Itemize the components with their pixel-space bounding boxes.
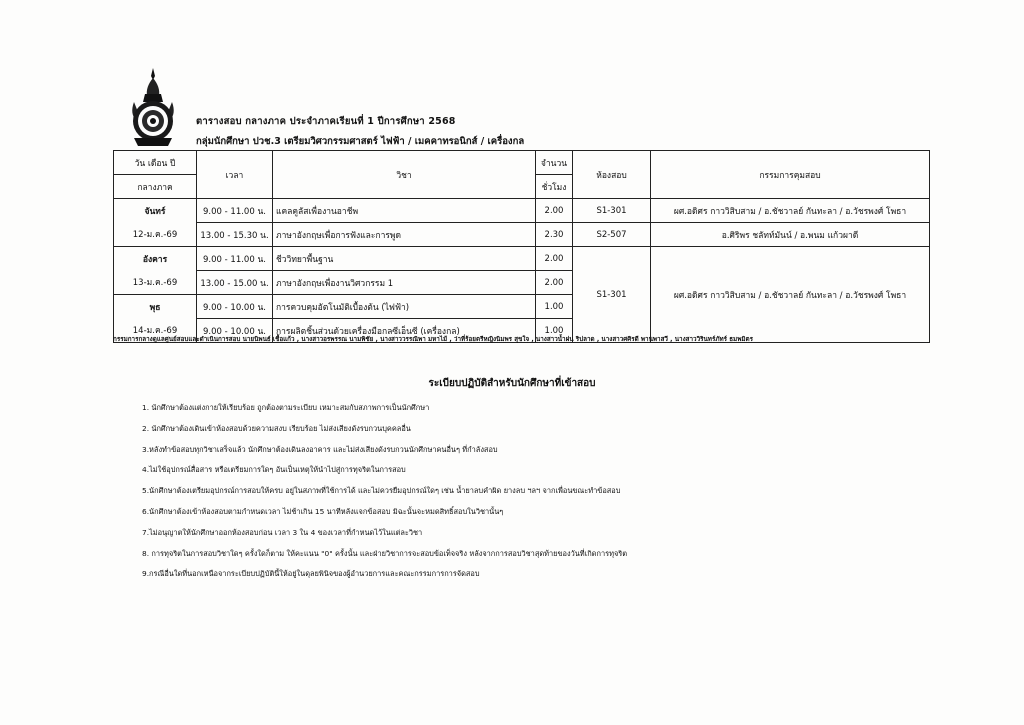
proctor-cell: ผศ.อดิศร กาววิสิบสาม / อ.ชัชวาลย์ กันทะลา / อ.วัชรพงศ์ โพธา (651, 199, 930, 223)
rule-item: 7.ไม่อนุญาตให้นักศึกษาออกห้องสอบก่อน เวลา 3 ใน 4 ของเวลาที่กำหนดไว้ในแต่ละวิชา (142, 527, 423, 537)
day-cell: จันทร์ (114, 199, 197, 223)
proctor-header: กรรมการคุมสอบ (651, 151, 930, 199)
rule-item: 2. นักศึกษาต้องเดินเข้าห้องสอบด้วยความสงบ เรียบร้อย ไม่ส่งเสียงดังรบกวนบุคคลอื่น (142, 423, 411, 433)
midterm-header: กลางภาค (114, 175, 197, 199)
day-cell: พุธ (114, 295, 197, 319)
date-header: วัน เดือน ปี (114, 151, 197, 175)
room-cell: S2-507 (573, 223, 651, 247)
date-cell: 12-ม.ค.-69 (114, 223, 197, 247)
subject-cell: การควบคุมอัตโนมัติเบื้องต้น (ไฟฟ้า) (273, 295, 536, 319)
date-cell: 14-ม.ค.-69 (114, 319, 197, 343)
time-cell: 9.00 - 10.00 น. (197, 295, 273, 319)
table-header-row-1 (114, 151, 930, 175)
hours-cell: 2.00 (536, 199, 573, 223)
rule-item: 5.นักศึกษาต้องเตรียมอุปกรณ์การสอบให้ครบ อยู่ในสภาพที่ใช้การได้ และไม่ควรยืมอุปกรณ์ใดๆ เช่น น้ำยาลบคำผิด ยางลบ ฯลฯ จากเพื่อนขณะทำข้อสอบ (142, 486, 621, 496)
subject-cell: ชีววิทยาพื้นฐาน (273, 247, 536, 271)
time-cell: 9.00 - 10.00 น. (197, 319, 273, 343)
merged-proctor-cell: ผศ.อดิศร กาววิสิบสาม / อ.ชัชวาลย์ กันทะลา / อ.วัชรพงศ์ โพธา (651, 247, 930, 343)
merged-room-cell: S1-301 (573, 247, 651, 343)
time-cell: 13.00 - 15.30 น. (197, 223, 273, 247)
room-cell: S1-301 (573, 199, 651, 223)
rules-title: ระเบียบปฏิบัติสำหรับนักศึกษาที่เข้าสอบ (428, 378, 596, 389)
time-cell: 9.00 - 11.00 น. (197, 199, 273, 223)
exam-schedule-table (113, 150, 930, 343)
table-row (114, 223, 930, 247)
subject-cell: แคลคูลัสเพื่องานอาชีพ (273, 199, 536, 223)
rule-item: 9.กรณีอื่นใดที่นอกเหนือจากระเบียบปฏิบัตินี้ให้อยู่ในดุลยพินิจของผู้อำนวยการและคณะกรรมการการจัดสอบ (142, 569, 480, 579)
exam-schedule-title: ตารางสอบ กลางภาค ประจำภาคเรียนที่ 1 ปีการศึกษา 2568 (196, 116, 456, 127)
subject-cell: การผลิตชิ้นส่วนด้วยเครื่องมือกลซีเอ็นซี (เครื่องกล) (273, 319, 536, 343)
hours-header: จำนวน (536, 151, 573, 175)
time-cell: 13.00 - 15.00 น. (197, 271, 273, 295)
room-header: ห้องสอบ (573, 151, 651, 199)
university-emblem-icon (128, 66, 178, 154)
rule-item: 1. นักศึกษาต้องแต่งกายให้เรียบร้อย ถูกต้องตามระเบียบ เหมาะสมกับสภาพการเป็นนักศึกษา (142, 403, 430, 412)
rules-list (142, 402, 627, 589)
time-header: เวลา (197, 151, 273, 199)
subject-cell: ภาษาอังกฤษเพื่อการฟังและการพูด (273, 223, 536, 247)
rule-item: 6.นักศึกษาต้องเข้าห้องสอบตามกำหนดเวลา ไม่ช้าเกิน 15 นาทีหลังแจกข้อสอบ มิฉะนั้นจะหมดสิทธิ์สอบในวิชานั้นๆ (142, 506, 504, 516)
hours-cell: 2.00 (536, 247, 573, 271)
rule-item: 4.ไม่ใช้อุปกรณ์สื่อสาร หรือเตรียมการใดๆ อันเป็นเหตุให้นำไปสู่การทุจริตในการสอบ (142, 465, 406, 475)
subject-header: วิชา (273, 151, 536, 199)
hours-cell: 1.00 (536, 295, 573, 319)
table-row (114, 247, 930, 271)
student-group-line: กลุ่มนักศึกษา ปวช.3 เตรียมวิศวกรรมศาสตร์ ไฟฟ้า / เมคคาทรอนิกส์ / เครื่องกล (196, 136, 525, 147)
rule-item: 3.หลังทำข้อสอบทุกวิชาเสร็จแล้ว นักศึกษาต้องเดินลงอาคาร และไม่ส่งเสียงดังรบกวนนักศึกษาคนอื่นๆ ที่กำลังสอบ (142, 444, 498, 454)
day-cell: อังคาร (114, 247, 197, 271)
table-row (114, 199, 930, 223)
central-committee-line: กรรมการกลางดูแลศูนย์สอบและดำเนินการสอบ นายนิพนธ์ เชื้อแก้ว , นางสาวอรพรรณ นามพิชัย , นางสาววรรณิพา มหาไม้ , ว่าที่ร้อยตรีหญิงนิมพร สุขใจ , นางสาวน้ำฝน ริปลาด , นางสาวศศิรดี พานพาสวี , นางสาววิรินทร์ภัทร์ ธมพมิตร (113, 336, 753, 343)
date-cell: 13-ม.ค.-69 (114, 271, 197, 295)
time-cell: 9.00 - 11.00 น. (197, 247, 273, 271)
rule-item: 8. การทุจริตในการสอบวิชาใดๆ ครั้งใดก็ตาม ให้คะแนน "0" ครั้งนั้น และฝ่ายวิชาการจะสอบข้อเท็จจริง หลังจากการสอบวิชาสุดท้ายของวันที่เกิดการทุจริต (142, 548, 628, 558)
hours-cell: 2.00 (536, 271, 573, 295)
subject-cell: ภาษาอังกฤษเพื่องานวิศวกรรม 1 (273, 271, 536, 295)
hours-cell: 1.00 (536, 319, 573, 343)
hours-cell: 2.30 (536, 223, 573, 247)
hours-header-sub: ชั่วโมง (536, 175, 573, 199)
proctor-cell: อ.ศิริพร ชลัทท์มันน์ / อ.พนม แก้วผาดี (651, 223, 930, 247)
